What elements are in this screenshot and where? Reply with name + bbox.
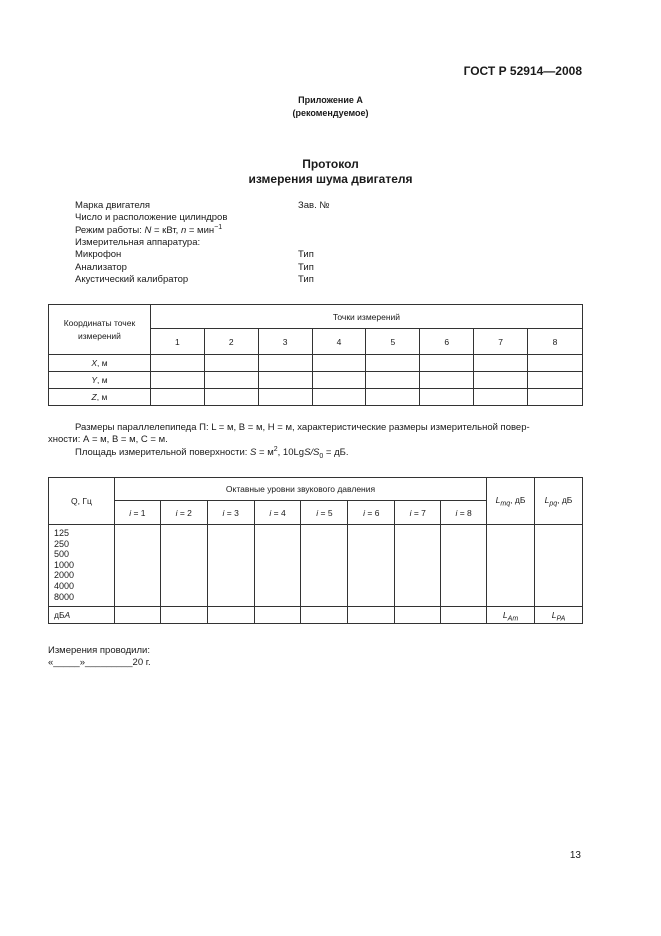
band-header: i = 1	[114, 501, 160, 525]
calibrator-type-label: Тип	[298, 274, 314, 285]
table-row	[49, 389, 583, 406]
table-row	[49, 355, 583, 372]
lpq-header: $L_{pq}$, дБ	[535, 478, 583, 525]
octave-group-header: Октавные уровни звукового давления	[114, 478, 486, 501]
lam-cell: $L_{Am}$	[487, 607, 535, 624]
frequency-value: 250	[54, 538, 70, 549]
octave-levels-table	[48, 477, 583, 624]
point-header: 1	[150, 329, 204, 355]
microphone-type-label: Тип	[298, 249, 314, 260]
point-header: 2	[204, 329, 258, 355]
protocol-subtitle: измерения шума двигателя	[248, 172, 413, 186]
band-header: i = 8	[441, 501, 487, 525]
appendix-title: Приложение А	[298, 95, 363, 105]
points-group-header: Точки измерений	[150, 305, 582, 329]
frequency-value: 500	[54, 549, 70, 560]
frequency-value: 1000	[54, 559, 75, 570]
surface-area-line: Площадь измерительной поверхности: $S = м^2$, $10LgS/S_0$ = дБ.	[75, 446, 349, 461]
axis-label-y: Y, м	[49, 372, 151, 389]
coordinates-table	[48, 304, 583, 406]
point-header: 4	[312, 329, 366, 355]
frequency-header: Q, Гц	[49, 478, 115, 525]
band-header: i = 3	[207, 501, 254, 525]
frequency-value: 4000	[54, 580, 75, 591]
band-header: i = 4	[254, 501, 301, 525]
frequency-value: 2000	[54, 570, 75, 581]
dimensions-line-1: Размеры параллелепипеда П: L = м, B = м, H = м, характеристические размеры измерительной повер-	[75, 422, 530, 433]
dba-label: дБA	[49, 607, 115, 624]
band-header: i = 2	[160, 501, 207, 525]
table-row	[49, 607, 583, 624]
table-row	[49, 372, 583, 389]
analyzer-label: Анализатор	[75, 262, 127, 273]
frequency-list	[49, 525, 115, 607]
protocol-title: Протокол	[302, 157, 359, 171]
coordinates-corner-header: Координаты точек измерений	[49, 305, 151, 355]
cylinders-label: Число и расположение цилиндров	[75, 212, 228, 223]
band-header: i = 5	[301, 501, 348, 525]
calibrator-label: Акустический калибратор	[75, 274, 189, 285]
point-header: 3	[258, 329, 312, 355]
band-header: i = 7	[395, 501, 441, 525]
point-header: 7	[474, 329, 528, 355]
lmq-header: $L_{mq}$, дБ	[487, 478, 535, 525]
band-header: i = 6	[348, 501, 395, 525]
frequency-value: 8000	[54, 591, 75, 602]
standard-header: ГОСТ Р 52914—2008	[463, 64, 582, 78]
dimensions-line-2: хности: А = м, В = м, С = м.	[48, 434, 168, 445]
point-header: 5	[366, 329, 420, 355]
microphone-label: Микрофон	[75, 249, 122, 260]
point-header: 8	[528, 329, 583, 355]
lpa-cell: $L_{PA}$	[535, 607, 583, 624]
serial-no-label: Зав. №	[298, 200, 330, 211]
table-row	[49, 525, 583, 607]
axis-label-x: X, м	[49, 355, 151, 372]
analyzer-type-label: Тип	[298, 262, 314, 273]
point-header: 6	[420, 329, 474, 355]
frequency-value: 125	[54, 528, 70, 538]
date-line: «_____»_________20 г.	[48, 657, 151, 668]
axis-label-z: Z, м	[49, 389, 151, 406]
engine-brand-label: Марка двигателя	[75, 200, 151, 211]
mode-label: Режим работы: N = кВт, n = мин$^{-1}$	[75, 224, 223, 237]
measurements-conducted-label: Измерения проводили:	[48, 645, 150, 656]
page-number: 13	[569, 850, 581, 861]
appendix-subtitle: (рекомендуемое)	[292, 108, 369, 118]
apparatus-label: Измерительная аппаратура:	[75, 237, 201, 248]
